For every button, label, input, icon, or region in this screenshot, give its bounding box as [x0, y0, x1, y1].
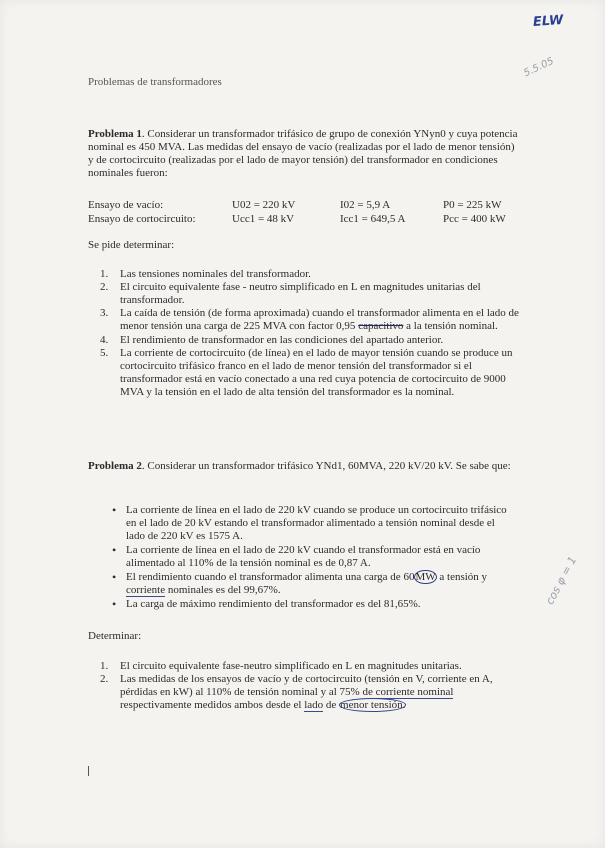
item-text: Las medidas de los ensayos de vacío y de cortocircuito (tensión en V, corriente en A, pérdidas en kW) al 110% de tensión nominal y al 75% de — [120, 673, 493, 698]
bullet-icon: • — [112, 503, 117, 517]
page-header: Problemas de transformadores — [88, 76, 222, 88]
item-text: La corriente de línea en el lado de 220 kV cuando el transformador está en vacío alimentado al 110% de la tensión nominal es de 0,87 A. — [126, 544, 481, 569]
item-number: 4. — [100, 334, 109, 346]
test-current: I02 = 5,9 A — [340, 199, 391, 211]
item-text: El circuito equivalente fase - neutro simplificado en L en magnitudes unitarias del transformador. — [120, 281, 481, 306]
test-voltage: U02 = 220 kV — [232, 199, 296, 211]
item-text: Las tensiones nominales del transformador. — [120, 268, 311, 280]
handwritten-initials: ELW — [532, 12, 564, 31]
list-item — [112, 544, 512, 570]
problem2-ask: Determinar: — [88, 630, 142, 642]
item-text-mid2: de — [323, 699, 340, 711]
item-text: El rendimiento cuando el transformador alimenta una carga de 60 — [126, 571, 415, 583]
problem2-bullets — [112, 504, 512, 612]
struck-word: capacitivo — [358, 320, 404, 332]
item-text: La corriente de cortocircuito (de línea) en el lado de mayor tensión cuando se produce un cortocircuito trifásico franco en el lado de menor tensión del transformador si el transformador está en vacío conectado a una red cuya potencia de cortocircuito de 9000 MVA y la tensión en el lado de alta tensión del transformador es la nominal. — [120, 347, 513, 398]
item-text: La carga de máximo rendimiento del transformador es del 81,65%. — [126, 598, 421, 610]
underlined-word: lado — [304, 699, 324, 711]
bullet-icon: • — [112, 570, 117, 584]
item-text: El rendimiento de transformador en las condiciones del apartado anterior. — [120, 334, 444, 346]
handwritten-date: 5.5.05 — [522, 55, 556, 80]
problem1-list — [100, 268, 520, 399]
item-text-mid: a tensión y — [436, 571, 488, 583]
problem2-intro — [88, 460, 518, 473]
test-power: P0 = 225 kW — [443, 199, 502, 211]
problem2-title: Problema 2 — [88, 460, 142, 472]
item-text: La corriente de línea en el lado de 220 kV cuando se produce un cortocircuito trifásico en el lado de 20 kV estando el transformador alimentado a tensión nominal desde el lado de 220 kV es 1575 A. — [126, 504, 507, 542]
test-label: Ensayo de vacío: — [88, 199, 164, 211]
list-item — [112, 598, 512, 611]
list-item — [112, 571, 512, 597]
item-text: El circuito equivalente fase-neutro simplificado en L en magnitudes unitarias. — [120, 660, 462, 672]
problem1-intro — [88, 128, 518, 180]
item-number: 1. — [100, 268, 109, 280]
item-text-mid: respectivamente medidos ambos desde el — [120, 699, 305, 711]
list-item — [100, 281, 520, 307]
list-item — [100, 347, 520, 399]
problem1-title: Problema 1 — [88, 128, 142, 140]
margin-mark — [88, 766, 89, 776]
item-text-end: a la tensión nominal. — [403, 320, 498, 332]
test-row-cortocircuito — [88, 213, 196, 225]
list-item — [100, 307, 520, 333]
underlined-phrase: corriente nominal — [375, 686, 454, 698]
item-text-end: nominales es del 99,67%. — [165, 584, 281, 596]
list-item — [112, 504, 512, 543]
item-number: 1. — [100, 660, 109, 672]
list-item — [100, 334, 520, 347]
problem2-intro-text: . Considerar un transformador trifásico YNd1, 60MVA, 220 kV/20 kV. Se sabe que: — [141, 460, 511, 472]
problem1-intro-text: . Considerar un transformador trifásico de grupo de conexión YNyn0 y cuya potencia nominal es 450 MVA. Las medidas del ensayo de vacío (realizadas por el lado de menor tensión) y de cortocircuito (realizadas por el lado de mayor tensión) del transformador en condiciones nominales fueron: — [88, 128, 518, 179]
test-label: Ensayo de cortocircuito: — [88, 213, 196, 225]
item-text: La caída de tensión (de forma aproximada) cuando el transformador alimenta en el lado de menor tensión una carga de 225 MVA con factor 0,95 — [120, 307, 519, 332]
circled-phrase: menor tensión. — [340, 699, 406, 711]
test-current: Icc1 = 649,5 A — [340, 213, 406, 225]
item-number: 2. — [100, 281, 109, 293]
list-item — [100, 660, 520, 673]
handwritten-side-note: cos φ = 1 — [543, 554, 580, 607]
test-power: Pcc = 400 kW — [443, 213, 506, 225]
problem2-list — [100, 660, 520, 712]
item-number: 3. — [100, 307, 109, 319]
test-voltage: Ucc1 = 48 kV — [232, 213, 295, 225]
list-item — [100, 673, 520, 712]
problem1-ask: Se pide determinar: — [88, 239, 175, 251]
test-row-vacio — [88, 199, 163, 211]
list-item — [100, 268, 520, 281]
item-number: 2. — [100, 673, 109, 685]
item-number: 5. — [100, 347, 109, 359]
bullet-icon: • — [112, 543, 117, 557]
bullet-icon: • — [112, 597, 117, 611]
underlined-word: corriente — [126, 584, 166, 596]
circled-word: MW — [415, 571, 436, 583]
